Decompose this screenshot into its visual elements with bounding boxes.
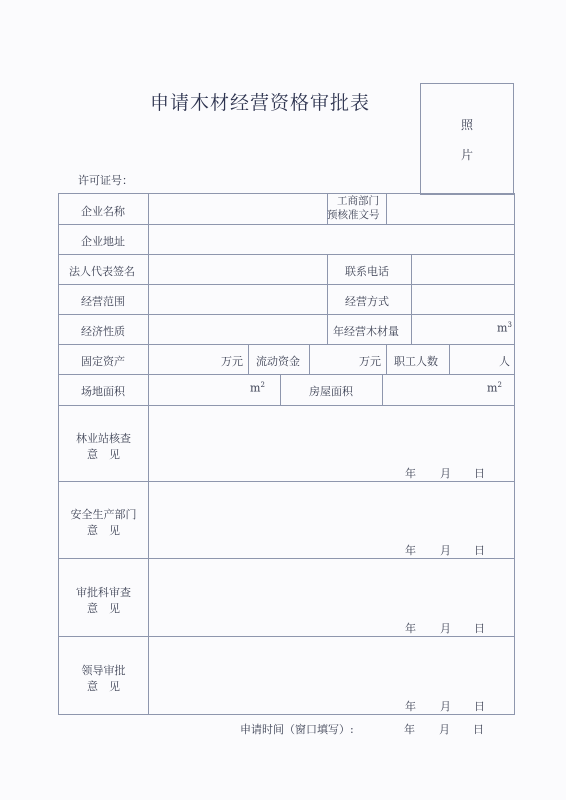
building-area-label: 房屋面积 [309, 385, 353, 398]
legal-rep-label: 法人代表签名 [69, 265, 135, 278]
approval-section-opinion-label-line2: 意 见 [87, 602, 120, 615]
employees-unit: 人 [499, 355, 510, 368]
economic-nature-label: 经济性质 [81, 325, 125, 338]
approval-no-label-line2: 预核准文号 [327, 209, 380, 221]
fixed-assets-unit: 万元 [221, 355, 243, 368]
approval-section-opinion-label-line1: 审批科审查 [76, 586, 131, 599]
leader-approval-label-line2: 意 见 [87, 680, 120, 693]
forestry-station-opinion-label-line2: 意 见 [87, 448, 120, 461]
application-time-label: 申请时间（窗口填写）: [240, 723, 354, 736]
forestry-station-opinion-label-line1: 林业站核查 [76, 432, 131, 445]
annual-volume-unit: $m^3$ [497, 321, 512, 335]
site-area-unit: $m^2$ [250, 381, 265, 395]
safety-dept-opinion-label-line1: 安全生产部门 [70, 508, 137, 521]
building-area-unit: $m^2$ [487, 381, 502, 395]
photo-label-char-2: 片 [461, 148, 474, 162]
approval-no-label-line1: 工商部门 [337, 195, 379, 207]
business-scope-label: 经营范围 [81, 295, 125, 308]
leader-approval-label-line1: 领导审批 [81, 664, 126, 677]
photo-box [420, 83, 514, 195]
employees-label: 职工人数 [394, 355, 438, 368]
photo-label-char-1: 照 [461, 118, 474, 132]
form-title: 申请木材经营资格审批表 [150, 92, 371, 114]
safety-dept-opinion-label-line2: 意 见 [87, 524, 120, 537]
company-address-label: 企业地址 [81, 235, 125, 248]
site-area-label: 场地面积 [81, 385, 125, 398]
company-name-label: 企业名称 [81, 205, 125, 218]
annual-volume-label: 年经营木材量 [333, 325, 399, 338]
business-mode-label: 经营方式 [345, 295, 389, 308]
permit-number-label: 许可证号： [78, 174, 133, 187]
working-capital-unit: 万元 [359, 355, 381, 368]
working-capital-label: 流动资金 [256, 355, 300, 368]
fixed-assets-label: 固定资产 [81, 355, 125, 368]
application-table: 企业名称 工商部门 预核准文号 企业地址 法人代表签名 联系电话 经营范围 经营方式 经济性质 年经营木材量 $m^3$ 固定资产 万元 流动资金 万元 职工人数 人 场地面积 $m^2$ 房屋面积 $m^2$ 林业站核查 意 见 年 月 日 安全生产部门 意 见 年 月 日 审批科审查 意 见 年 月 日 领导审批 意 见 年 月 日 [58, 193, 515, 715]
phone-label: 联系电话 [345, 265, 389, 278]
